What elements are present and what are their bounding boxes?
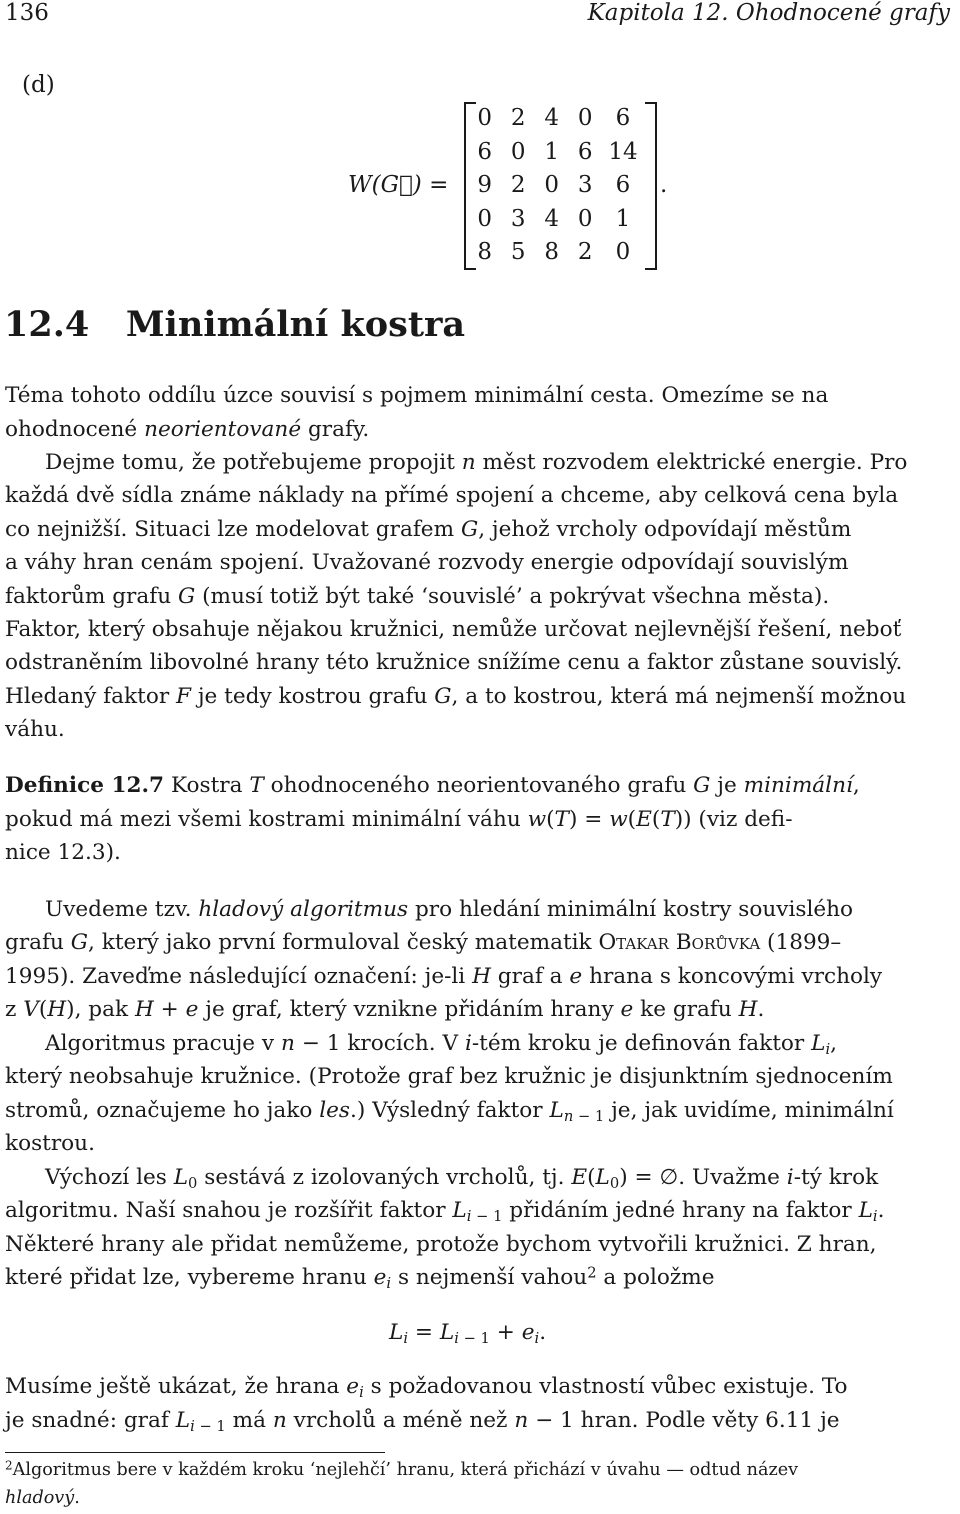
matrix-cell: 1 (544, 138, 560, 165)
text-line: je snadné: graf $L_{i - 1}$ má n vrcholů a méně než n − 1 hran. Podle věty 6.11 je (5, 1408, 840, 1436)
matrix-row (468, 139, 644, 165)
matrix-cell: 2 (510, 105, 526, 131)
text-line: váhu. (5, 717, 65, 742)
matrix-cell: 0 (477, 105, 493, 131)
matrix-cell: 0 (577, 105, 593, 131)
text-line: Algoritmus pracuje v n − 1 krocích. V i-tém kroku je definován faktor $L_i$, (45, 1031, 838, 1059)
section-heading (4, 304, 465, 345)
matrix-cell: 9 (477, 172, 493, 199)
text-line: algoritmu. Naší snahou je rozšířit faktor $L_{i - 1}$ přidáním jedné hrany na faktor $L_i$. (5, 1198, 885, 1226)
text-line: grafu G, který jako první formuloval český matematik Otakar Borůvka (1899– (5, 930, 842, 955)
matrix-cell: 6 (615, 172, 631, 199)
matrix-cell: 0 (577, 205, 593, 232)
footnote: $^2$Algoritmus bere v každém kroku ‘nejlehčí’ hranu, která přichází v úvahu — odtud název (5, 1458, 799, 1480)
text-line: z V(H), pak H + e je graf, který vznikne přidáním hrany e ke grafu H. (5, 997, 765, 1022)
text-line: faktorům grafu G (musí totiž být také ‘souvislé’ a pokrývat všechna města). (5, 584, 830, 609)
matrix-cell: 6 (615, 105, 631, 131)
definition-line: nice 12.3). (5, 840, 121, 865)
text-line: stromů, označujeme ho jako les.) Výsledný faktor $L_{n - 1}$ je, jak uvidíme, minimální (5, 1098, 894, 1126)
running-header-chapter: Kapitola 12. Ohodnocené grafy (587, 0, 950, 26)
matrix-row (468, 105, 644, 131)
matrix-cell: 14 (608, 138, 638, 165)
text-line: Téma tohoto oddílu úzce souvisí s pojmem minimální cesta. Omezíme se na (5, 383, 829, 408)
matrix-cell: 0 (477, 205, 493, 232)
matrix-cell: 0 (615, 239, 631, 266)
matrix-cell: 3 (577, 172, 593, 199)
definition-line: Definice 12.7 Kostra T ohodnoceného neorientovaného grafu G je minimální, (5, 773, 860, 798)
footnote-rule (5, 1452, 385, 1453)
page-number: 136 (5, 0, 49, 26)
matrix-cell: 8 (544, 239, 560, 266)
matrix-label: W(G⃗) = (348, 172, 449, 198)
matrix-right-bracket (645, 102, 657, 270)
text-line: co nejnižší. Situaci lze modelovat grafem G, jehož vrcholy odpovídají městům (5, 517, 852, 542)
text-line: který neobsahuje kružnice. (Protože graf bez kružnic je disjunktním sjednocením (5, 1064, 893, 1089)
display-equation: $L_i = L_{i - 1} + e_i$. (389, 1320, 547, 1348)
text-line: Hledaný faktor F je tedy kostrou grafu G, a to kostrou, která má nejmenší možnou (5, 684, 907, 709)
matrix-row (468, 206, 644, 232)
matrix-cell: 5 (510, 239, 526, 266)
text-line: a váhy hran cenám spojení. Uvažované rozvody energie odpovídají souvislým (5, 550, 849, 575)
matrix-cell: 2 (510, 172, 526, 199)
section-title: Minimální kostra (125, 304, 466, 345)
matrix-row (468, 172, 644, 198)
matrix-cell: 8 (477, 239, 493, 266)
text-line: Musíme ještě ukázat, že hrana $e_i$ s požadovanou vlastností vůbec existuje. To (5, 1374, 848, 1402)
matrix-cell: 6 (477, 138, 493, 165)
text-line: odstraněním libovolné hrany této kružnice snížíme cenu a faktor zůstane souvislý. (5, 650, 903, 675)
text-line: každá dvě sídla známe náklady na přímé spojení a chceme, aby celková cena byla (5, 483, 899, 508)
text-line: ohodnocené neorientované grafy. (5, 417, 370, 442)
text-line: Výchozí les $L_0$ sestává z izolovaných vrcholů, tj. $E(L_0)$ = ∅. Uvažme i-tý krok (45, 1165, 879, 1193)
matrix-cell: 0 (510, 138, 526, 165)
text-line: Dejme tomu, že potřebujeme propojit n měst rozvodem elektrické energie. Pro (45, 450, 908, 475)
matrix-cell: 3 (510, 205, 526, 232)
matrix-cell: 4 (544, 205, 560, 232)
text-line: Faktor, který obsahuje nějakou kružnici, nemůže určovat nejlevnější řešení, neboť (5, 617, 902, 642)
matrix-cell: 2 (577, 239, 593, 266)
matrix-cell: 0 (544, 172, 560, 199)
exercise-item-label: (d) (22, 72, 55, 98)
matrix-cell: 6 (577, 138, 593, 165)
matrix-row (468, 239, 644, 265)
matrix-cell: 1 (615, 205, 631, 232)
text-line: kostrou. (5, 1131, 95, 1156)
text-line: Některé hrany ale přidat nemůžeme, protože bychom vytvořili kružnici. Z hran, (5, 1232, 877, 1257)
text-line: Uvedeme tzv. hladový algoritmus pro hledání minimální kostry souvislého (45, 897, 854, 922)
section-number: 12.4 (4, 304, 90, 345)
text-line: 1995). Zaveďme následující označení: je-li H graf a e hrana s koncovými vrcholy (5, 964, 883, 989)
footnote-continuation: hladový. (5, 1488, 80, 1508)
matrix-trailing-period: . (660, 172, 668, 198)
matrix-cell: 4 (544, 105, 560, 131)
text-line: které přidat lze, vybereme hranu $e_i$ s nejmenší vahou$^2$ a položme (5, 1264, 715, 1293)
definition-line: pokud má mezi všemi kostrami minimální váhu w(T) = w(E(T)) (viz defi- (5, 807, 793, 832)
